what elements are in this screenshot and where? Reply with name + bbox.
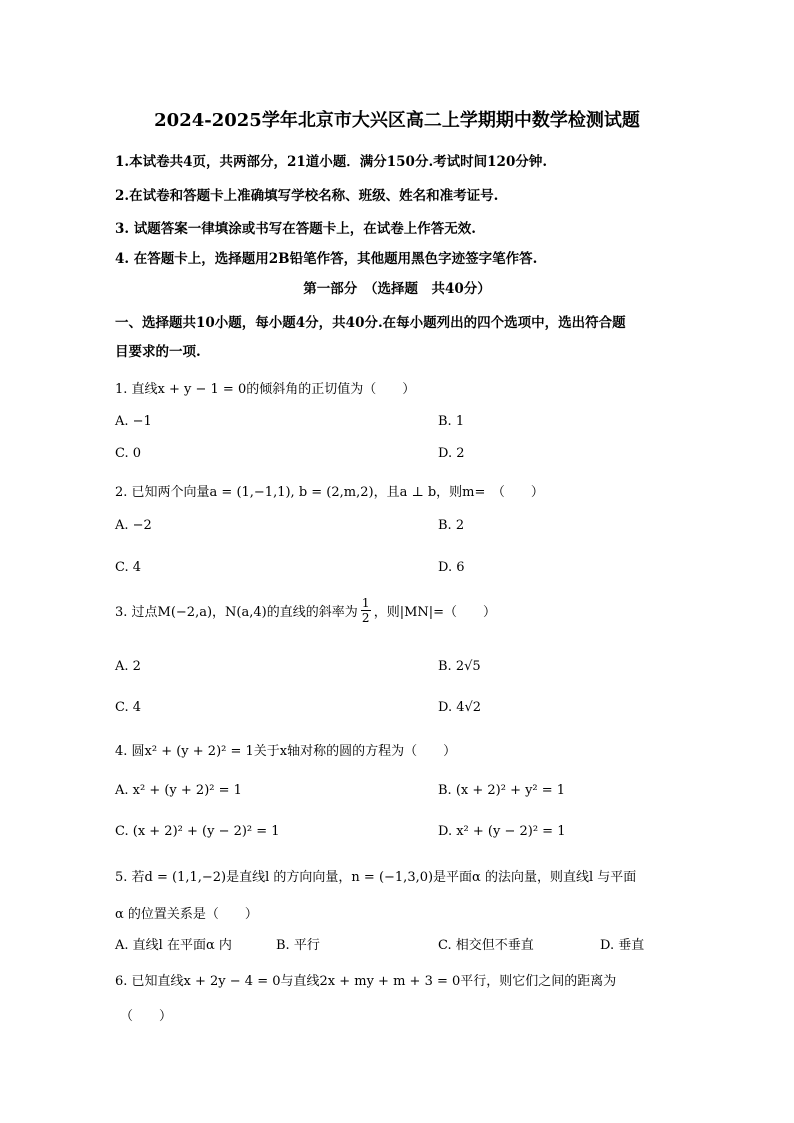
question-4-option-a: A. x² + (y + 2)² = 1 bbox=[115, 783, 242, 798]
question-4-option-c: C. (x + 2)² + (y − 2)² = 1 bbox=[115, 824, 280, 839]
question-1-option-b: B. 1 bbox=[438, 414, 465, 429]
question-5-stem-line1: 5. 若d = (1,1,−2)是直线l 的方向向量，n = (−1,3,0)是平面α 的法向量，则直线l 与平面 bbox=[115, 870, 637, 885]
question-3-option-d: D. 4√2 bbox=[438, 700, 482, 715]
question-5-option-a: A. 直线l 在平面α 内 bbox=[115, 938, 232, 953]
question-3-stem-part2: ，则|MN|=（ ） bbox=[373, 605, 497, 620]
question-2-stem: 2. 已知两个向量a = (1,−1,1), b = (2,m,2)，且a ⊥ b，则m= （ ） bbox=[115, 485, 544, 500]
section-heading-line1: 一、选择题共10小题，每小题4分，共40分.在每小题列出的四个选项中，选出符合题 bbox=[115, 315, 626, 331]
question-1-option-d: D. 2 bbox=[438, 446, 465, 461]
question-4-option-d: D. x² + (y − 2)² = 1 bbox=[438, 824, 566, 839]
question-6-stem-line2: （ ） bbox=[120, 1009, 173, 1024]
question-2-option-b: B. 2 bbox=[438, 518, 465, 533]
question-3-option-a: A. 2 bbox=[115, 659, 141, 674]
question-3-stem-part1: 3. 过点M(−2,a)，N(a,4)的直线的斜率为 bbox=[115, 605, 358, 620]
question-6-stem-line1: 6. 已知直线x + 2y − 4 = 0与直线2x + my + m + 3 = 0平行，则它们之间的距离为 bbox=[115, 974, 617, 989]
question-1-option-a: A. −1 bbox=[115, 414, 152, 429]
instruction-1: 1.本试卷共4页，共两部分，21道小题．满分150分.考试时间120分钟. bbox=[115, 154, 548, 170]
instruction-3: 3. 试题答案一律填涂或书写在答题卡上，在试卷上作答无效. bbox=[115, 221, 476, 237]
question-3-stem bbox=[115, 596, 496, 625]
fraction-denominator: 2 bbox=[361, 611, 370, 625]
fraction-numerator: 1 bbox=[361, 596, 370, 610]
page-title: 2024-2025学年北京市大兴区高二上学期期中数学检测试题 bbox=[154, 110, 640, 131]
question-4-stem: 4. 圆x² + (y + 2)² = 1关于x轴对称的圆的方程为（ ） bbox=[115, 744, 457, 759]
question-5-option-c: C. 相交但不垂直 bbox=[438, 938, 534, 953]
question-2-option-d: D. 6 bbox=[438, 560, 465, 575]
question-3-option-b: B. 2√5 bbox=[438, 659, 481, 674]
question-5-option-d: D. 垂直 bbox=[600, 938, 645, 953]
question-1-stem: 1. 直线x + y − 1 = 0的倾斜角的正切值为（ ） bbox=[115, 382, 416, 397]
section-heading-line2: 目要求的一项. bbox=[115, 344, 201, 360]
question-2-option-a: A. −2 bbox=[115, 518, 152, 533]
question-4-option-b: B. (x + 2)² + y² = 1 bbox=[438, 783, 566, 798]
instruction-4: 4. 在答题卡上，选择题用2B铅笔作答，其他题用黑色字迹签字笔作答. bbox=[115, 251, 538, 267]
question-3-option-c: C. 4 bbox=[115, 700, 142, 715]
question-5-stem-line2: α 的位置关系是（ ） bbox=[115, 907, 258, 922]
question-2-option-c: C. 4 bbox=[115, 560, 142, 575]
instruction-2: 2.在试卷和答题卡上准确填写学校名称、班级、姓名和准考证号. bbox=[115, 188, 499, 204]
slope-fraction bbox=[361, 596, 371, 625]
question-5-option-b: B. 平行 bbox=[276, 938, 320, 953]
question-1-option-c: C. 0 bbox=[115, 446, 142, 461]
part-heading: 第一部分 （选择题 共40分） bbox=[303, 281, 491, 297]
